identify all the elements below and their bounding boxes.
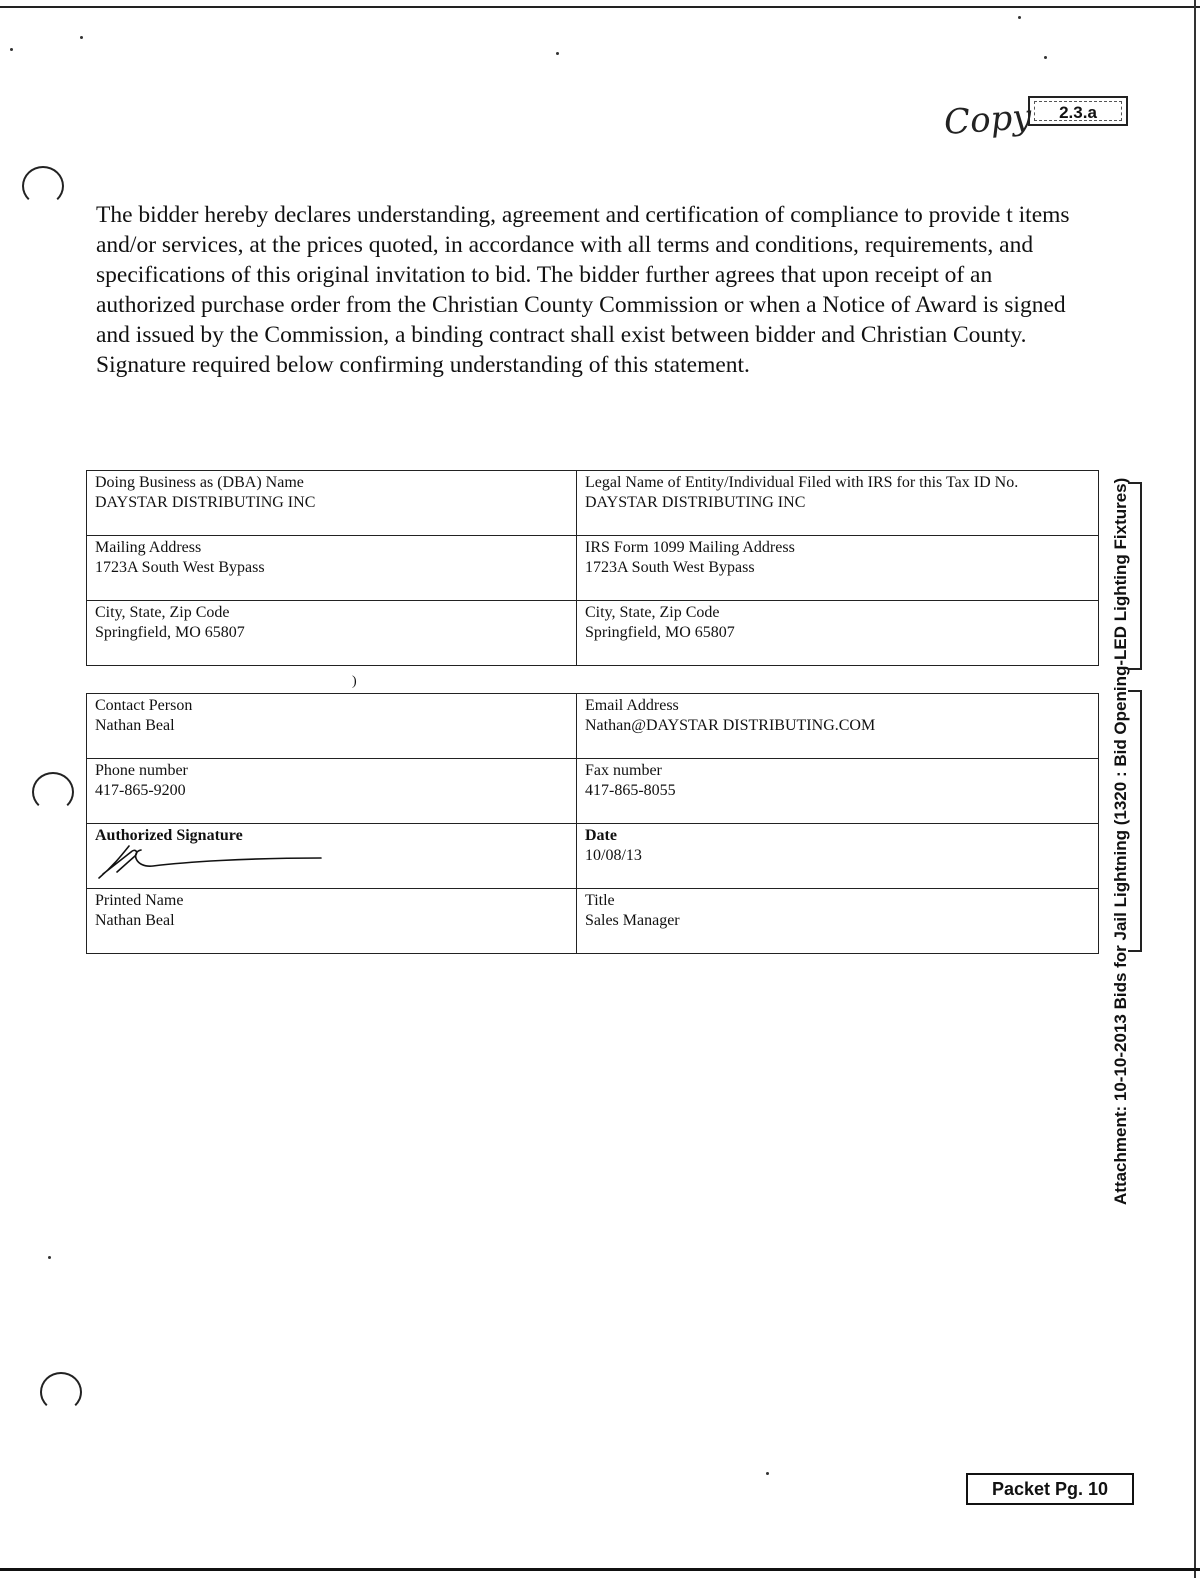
title-label: Title [585, 892, 615, 909]
side-bracket [1128, 690, 1142, 952]
scan-speck [48, 1256, 51, 1259]
dba-cell [87, 471, 577, 536]
title-value: Sales Manager [585, 912, 680, 929]
email-cell [577, 694, 1099, 759]
table-row [87, 824, 1099, 889]
fax-label: Fax number [585, 762, 662, 779]
mailing-address-value: 1723A South West Bypass [95, 559, 265, 576]
printed-name-cell [87, 889, 577, 954]
irs-mailing-address-label: IRS Form 1099 Mailing Address [585, 539, 795, 556]
mailing-address-cell [87, 536, 577, 601]
scan-speck [1044, 56, 1047, 59]
table-row [87, 889, 1099, 954]
side-bracket [1128, 482, 1142, 670]
punch-hole [32, 772, 74, 812]
packet-page-number: Packet Pg. 10 [966, 1473, 1134, 1505]
title-cell [577, 889, 1099, 954]
page-right-border [1194, 0, 1196, 1578]
entity-info-table [86, 470, 1099, 666]
signature-cell [87, 824, 577, 889]
irs-mailing-address-value: 1723A South West Bypass [585, 559, 755, 576]
table-row [87, 471, 1099, 536]
fax-cell [577, 759, 1099, 824]
reference-tag-text: 2.3.a [1034, 101, 1122, 121]
legal-name-value: DAYSTAR DISTRIBUTING INC [585, 494, 806, 511]
phone-label: Phone number [95, 762, 188, 779]
table-row [87, 759, 1099, 824]
city-state-zip-cell [87, 601, 577, 666]
irs-city-state-zip-label: City, State, Zip Code [585, 604, 720, 621]
irs-city-state-zip-value: Springfield, MO 65807 [585, 624, 735, 641]
contact-person-label: Contact Person [95, 697, 193, 714]
email-label: Email Address [585, 697, 679, 714]
handwritten-copy-note: Copy [942, 96, 1033, 144]
table-row [87, 694, 1099, 759]
mailing-address-label: Mailing Address [95, 539, 202, 556]
fax-value: 417-865-8055 [585, 782, 676, 799]
bidder-statement: The bidder hereby declares understanding, agreement and certification of compliance to provide t items and/or services, at the prices quoted, in accordance with all terms and conditions, requirements, and specifications of this original invitation to bid. The bidder further agrees that upon receipt of an authorized purchase order from the Christian County Commission or when a Notice of Award is signed and issued by the Commission, a binding contract shall exist between bidder and Christian County. Signature required below confirming understanding of this statement. [96, 202, 1070, 378]
page-top-border [0, 6, 1200, 8]
contact-person-cell [87, 694, 577, 759]
punch-hole [40, 1372, 82, 1412]
stray-mark: ) [352, 674, 357, 689]
city-state-zip-value: Springfield, MO 65807 [95, 624, 245, 641]
page-bottom-border [0, 1568, 1200, 1571]
city-state-zip-label: City, State, Zip Code [95, 604, 230, 621]
phone-value: 417-865-9200 [95, 782, 186, 799]
contact-info-table [86, 693, 1099, 954]
printed-name-label: Printed Name [95, 892, 184, 909]
irs-city-state-zip-cell [577, 601, 1099, 666]
reference-tag [1028, 96, 1128, 126]
scan-speck [10, 48, 13, 51]
scan-speck [556, 52, 559, 55]
email-value: Nathan@DAYSTAR DISTRIBUTING.COM [585, 717, 876, 734]
handwritten-signature [95, 846, 568, 884]
scan-speck [80, 36, 83, 39]
contact-person-value: Nathan Beal [95, 717, 175, 734]
table-row [87, 536, 1099, 601]
legal-name-label: Legal Name of Entity/Individual Filed with IRS for this Tax ID No. [585, 474, 1019, 491]
date-label: Date [585, 827, 617, 844]
scan-speck [1018, 16, 1021, 19]
table-row [87, 601, 1099, 666]
irs-mailing-address-cell [577, 536, 1099, 601]
legal-name-cell [577, 471, 1099, 536]
punch-hole [22, 166, 64, 206]
signature-label: Authorized Signature [95, 827, 243, 844]
attachment-side-label: Attachment: 10-10-2013 Bids for Jail Lightning (1320 : Bid Opening-LED Lighting Fixtures) [1111, 477, 1130, 1205]
date-value: 10/08/13 [585, 847, 642, 864]
phone-cell [87, 759, 577, 824]
dba-label: Doing Business as (DBA) Name [95, 474, 304, 491]
printed-name-value: Nathan Beal [95, 912, 175, 929]
scan-speck [766, 1472, 769, 1475]
date-cell [577, 824, 1099, 889]
dba-value: DAYSTAR DISTRIBUTING INC [95, 494, 316, 511]
